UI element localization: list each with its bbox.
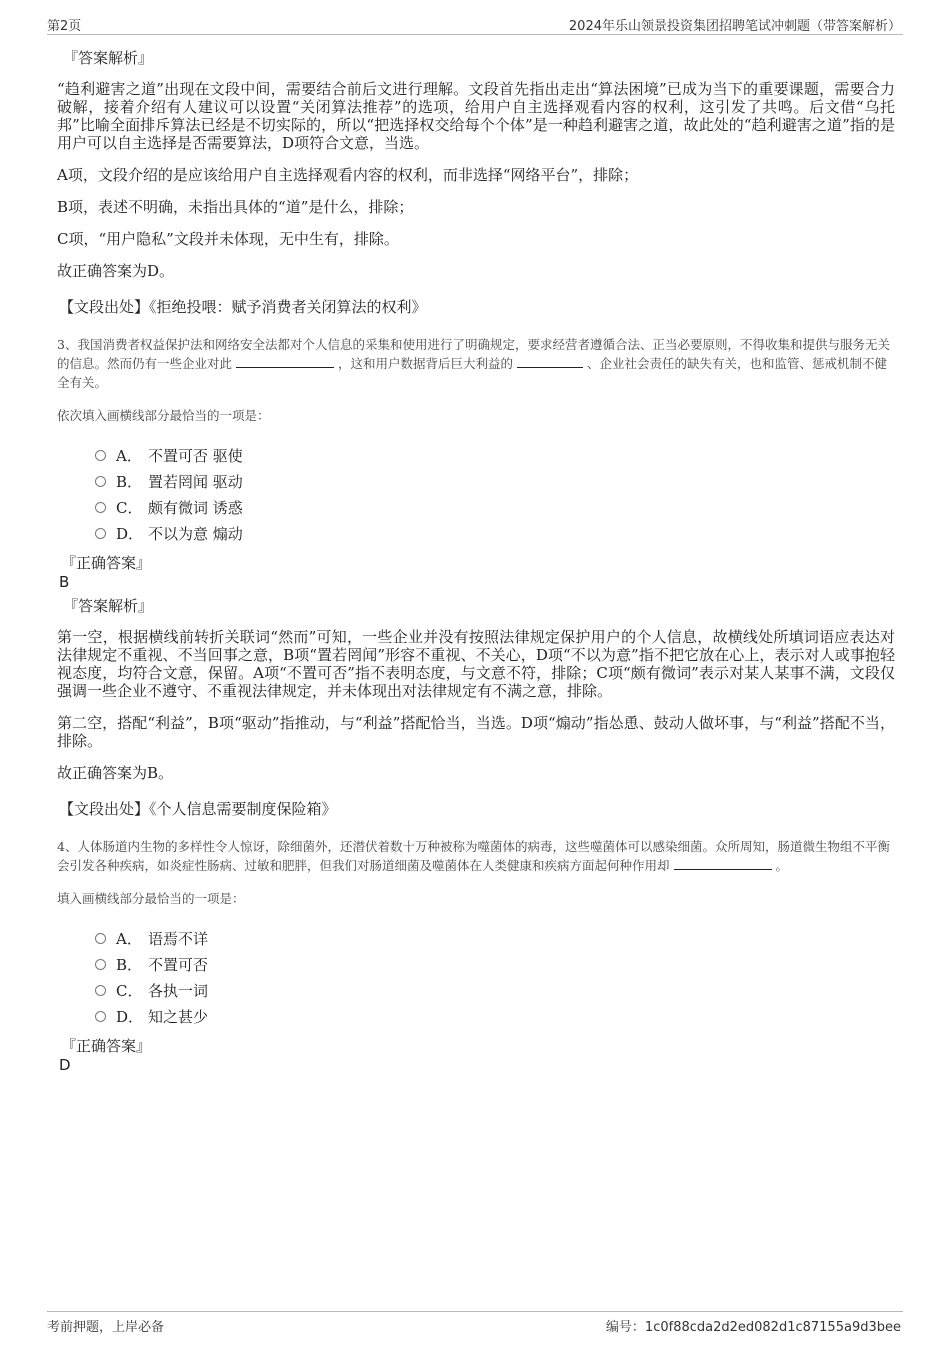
footer-slogan: 考前押题，上岸必备	[47, 1320, 165, 1335]
correct-answer-label: 『正确答案』	[61, 1037, 152, 1055]
correct-answer-label: 『正确答案』	[61, 554, 152, 572]
option-d[interactable]: D． 知之甚少	[95, 1003, 895, 1029]
main-content	[57, 48, 895, 1075]
analysis-paragraph: B项，表述不明确，未指出具体的“道”是什么，排除；	[57, 198, 414, 216]
document-title: 2024年乐山领景投资集团招聘笔试冲刺题（带答案解析）	[568, 19, 901, 34]
question-4-text: 4、人体肠道内生物的多样性令人惊讶，除细菌外，还潜伏着数十万种被称为噬菌体的病毒，这些噬菌体可以感染细菌。众所周知，肠道微生物组不平衡会引发各种疾病，如炎症性肠病、过敏和肥胖，但我们对肠道细菌及噬菌体在人类健康和疾病方面起何种作用却 。	[57, 839, 890, 873]
radio-icon[interactable]	[95, 959, 106, 970]
option-a[interactable]: A． 不置可否 驱使	[95, 442, 895, 468]
page-number: 第2页	[47, 19, 82, 34]
analysis-paragraph: “趋利避害之道”出现在文段中间，需要结合前后文进行理解。文段首先指出走出“算法困境”已成为当下的重要课题，需要合力破解，接着介绍有人建议可以设置“关闭算法推荐”的选项，给用户自主选择观看内容的权利，这引发了共鸣。后文借“乌托邦”比喻全面排斥算法已经是不切实际的，所以“把选择权交给每个个体”是一种趋利避害之道，故此处的“趋利避害之道”指的是用户可以自主选择是否需要算法，D项符合文意，当选。	[57, 80, 895, 152]
page-header	[47, 14, 903, 35]
question-4-instruction: 填入画横线部分最恰当的一项是：	[57, 891, 245, 906]
analysis-label: 『答案解析』	[63, 49, 154, 67]
answer-blank	[236, 355, 334, 368]
option-c[interactable]: C． 各执一词	[95, 977, 895, 1003]
radio-icon[interactable]	[95, 476, 106, 487]
analysis-paragraph: 第二空，搭配“利益”，B项“驱动”指推动，与“利益”搭配恰当，当选。D项“煽动”指怂恿、鼓动人做坏事，与“利益”搭配不当，排除。	[57, 714, 895, 750]
analysis-paragraph: C项，“用户隐私”文段并未体现，无中生有，排除。	[57, 230, 399, 248]
source-citation: 【文段出处】《拒绝投喂：赋予消费者关闭算法的权利》	[59, 298, 427, 316]
radio-icon[interactable]	[95, 528, 106, 539]
radio-icon[interactable]	[95, 450, 106, 461]
question-3-instruction: 依次填入画横线部分最恰当的一项是：	[57, 408, 270, 423]
option-c[interactable]: C． 颇有微词 诱惑	[95, 494, 895, 520]
answer-blank	[517, 355, 583, 368]
question-3-options	[95, 442, 895, 546]
option-a[interactable]: A． 语焉不详	[95, 925, 895, 951]
analysis-paragraph: A项，文段介绍的是应该给用户自主选择观看内容的权利，而非选择“网络平台”，排除；	[57, 166, 639, 184]
source-citation: 【文段出处】《个人信息需要制度保险箱》	[59, 800, 337, 818]
option-d[interactable]: D． 不以为意 煽动	[95, 520, 895, 546]
radio-icon[interactable]	[95, 502, 106, 513]
option-b[interactable]: B． 置若罔闻 驱动	[95, 468, 895, 494]
answer-blank	[674, 857, 772, 870]
correct-answer-value: B	[59, 573, 70, 591]
question-3-text: 3、我国消费者权益保护法和网络安全法都对个人信息的采集和使用进行了明确规定，要求经营者遵循合法、正当必要原则，不得收集和提供与服务无关的信息。然而仍有一些企业对此 ，这和用户数据背后巨大利益的 、企业社会责任的缺失有关，也和监管、惩戒机制不健全有关。	[57, 337, 890, 390]
radio-icon[interactable]	[95, 1011, 106, 1022]
analysis-paragraph: 第一空，根据横线前转折关联词“然而”可知，一些企业并没有按照法律规定保护用户的个人信息，故横线处所填词语应表达对法律规定不重视、不当回事之意，B项“置若罔闻”形容不重视、不关心，D项“不以为意”指不把它放在心上，表示对人或事抱轻视态度，均符合文意，保留。A项“不置可否”指不表明态度，与文意不符，排除；C项“颇有微词”表示对某人某事不满，文段仅强调一些企业不遵守、不重视法律规定，并未体现出对法律规定有不满之意，排除。	[57, 628, 895, 700]
radio-icon[interactable]	[95, 933, 106, 944]
final-answer: 故正确答案为B。	[57, 764, 174, 782]
final-answer: 故正确答案为D。	[57, 262, 175, 280]
radio-icon[interactable]	[95, 985, 106, 996]
page-footer	[47, 1311, 903, 1336]
analysis-label: 『答案解析』	[63, 597, 154, 615]
question-4-options	[95, 925, 895, 1029]
option-b[interactable]: B． 不置可否	[95, 951, 895, 977]
document-code: 编号：1c0f88cda2d2ed082d1c87155a9d3bee	[605, 1320, 901, 1335]
correct-answer-value: D	[59, 1056, 71, 1074]
